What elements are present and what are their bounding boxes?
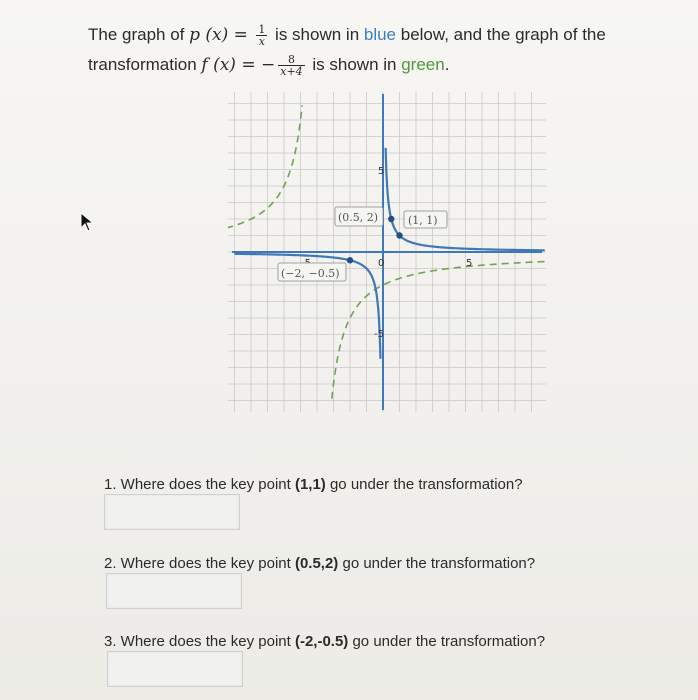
question-text: go under the transformation? — [338, 555, 536, 572]
y-tick-neg5: -5 — [374, 329, 384, 340]
answer-input-1[interactable] — [104, 494, 240, 530]
question-text: Where does the key point — [116, 476, 295, 493]
intro-text: below, and the graph of the — [396, 25, 606, 44]
answer-input-2[interactable] — [106, 573, 242, 609]
point-label-1-1: (1, 1) — [408, 214, 438, 227]
f-fraction — [278, 54, 304, 77]
question-point: (0.5,2) — [294, 555, 339, 572]
mouse-cursor-icon — [80, 212, 96, 232]
point-label-neg2-neg0.5: (−2, −0.5) — [281, 267, 340, 280]
point-label-0.5-2: (0.5, 2) — [338, 211, 379, 224]
question-2 — [104, 555, 535, 572]
p-fraction — [256, 24, 267, 47]
question-text: go under the transformation? — [325, 476, 523, 493]
green-curve-right — [332, 261, 546, 398]
graph — [228, 92, 546, 412]
statement-line-2 — [88, 50, 648, 80]
p-function: p (x) = — [189, 25, 254, 45]
intro-text: is shown in — [307, 55, 402, 74]
key-point-0.5-2 — [388, 216, 394, 222]
answer-input-3[interactable] — [107, 651, 243, 687]
key-point-1-1 — [396, 232, 402, 238]
intro-text: . — [444, 55, 450, 74]
blue-word: blue — [363, 25, 397, 44]
f-numerator: 8 — [278, 54, 304, 66]
key-point-neg2-neg0.5 — [347, 257, 353, 263]
question-3 — [104, 633, 545, 650]
question-number: 2. — [104, 555, 117, 572]
p-numerator: 1 — [258, 23, 266, 37]
question-point: (-2,-0.5) — [294, 633, 349, 650]
statement-line-1 — [88, 20, 648, 50]
intro-text: The graph of — [88, 25, 190, 44]
f-denominator: x+4 — [280, 65, 303, 79]
intro-text: transformation — [88, 55, 202, 74]
f-function: f (x) = − — [201, 55, 276, 75]
question-number: 1. — [104, 476, 117, 493]
question-number: 3. — [104, 633, 117, 650]
question-text: go under the transformation? — [348, 633, 546, 650]
green-word: green — [401, 55, 445, 74]
intro-text: is shown in — [270, 25, 364, 44]
y-tick-5: 5 — [378, 166, 385, 177]
problem-statement — [88, 20, 648, 80]
axes — [232, 94, 542, 410]
question-1 — [104, 476, 523, 493]
question-text: Where does the key point — [116, 555, 295, 572]
question-text: Where does the key point — [116, 633, 295, 650]
x-tick-5: 5 — [466, 258, 473, 269]
x-tick-0: 0 — [378, 258, 385, 269]
green-curve-left — [228, 105, 302, 228]
p-denominator: x — [258, 35, 265, 49]
question-point: (1,1) — [294, 476, 326, 493]
